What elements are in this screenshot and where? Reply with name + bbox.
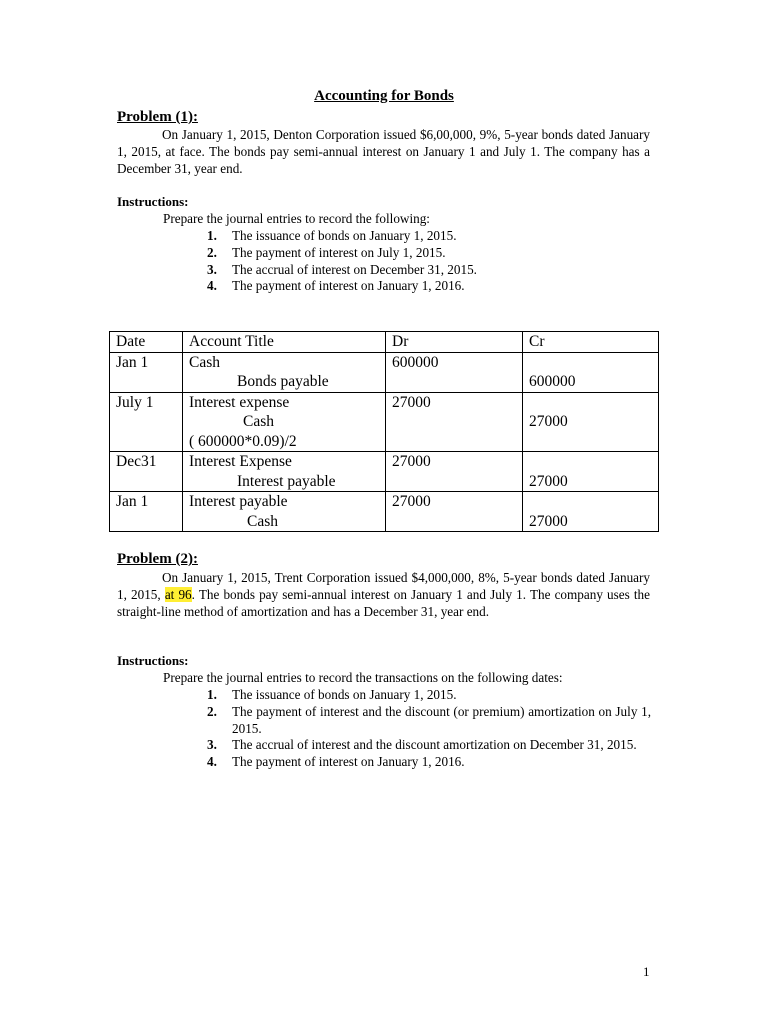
debit-account: Interest Expense xyxy=(189,453,292,470)
credit-account: Interest payable xyxy=(237,472,336,490)
entry-cr: 600000 xyxy=(523,352,659,392)
list-item: 2. The payment of interest and the discount (or premium) amortization on July 1, 2015. xyxy=(207,703,651,736)
entry-accounts xyxy=(183,392,386,452)
header-account-title: Account Title xyxy=(183,332,386,353)
debit-account: Cash xyxy=(189,353,220,371)
table-row xyxy=(110,392,659,452)
entry-cr: 27000 xyxy=(523,392,659,452)
problem-2-instructions-intro: Prepare the journal entries to record the transactions on the following dates: xyxy=(163,670,563,685)
list-item: 1. The issuance of bonds on January 1, 2015. xyxy=(207,687,457,702)
header-dr: Dr xyxy=(386,332,523,353)
problem-2-paragraph: On January 1, 2015, Trent Corporation issued $4,000,000, 8%, 5-year bonds dated January 1, 2015, at 96. The bonds pay semi-annual interest on January 1 and July 1. The company uses the straight-line method of amortization and has a December 31, year end. xyxy=(117,570,650,619)
highlighted-text: at 96 xyxy=(164,586,192,602)
table-row xyxy=(110,492,659,532)
table-row xyxy=(110,352,659,392)
list-item: 4. The payment of interest on January 1, 2016. xyxy=(207,754,465,770)
list-item: 2. The payment of interest on July 1, 2015. xyxy=(207,244,446,260)
journal-entries-table xyxy=(109,331,659,532)
page-number: 1 xyxy=(643,964,650,979)
entry-dr: 27000 xyxy=(386,452,523,492)
problem-2-heading: Problem (2): xyxy=(117,551,198,567)
credit-account: Bonds payable xyxy=(237,373,329,390)
header-cr: Cr xyxy=(523,332,659,353)
entry-cr: 27000 xyxy=(523,492,659,532)
document-title: Accounting for Bonds xyxy=(314,88,454,104)
entry-cr: 27000 xyxy=(523,452,659,492)
entry-dr: 27000 xyxy=(386,392,523,452)
entry-date: July 1 xyxy=(110,392,183,452)
table-header-row xyxy=(110,332,659,353)
problem-1-instructions-intro: Prepare the journal entries to record the following: xyxy=(163,211,430,226)
list-item: 3. The accrual of interest and the discount amortization on December 31, 2015. xyxy=(207,737,637,753)
entry-accounts xyxy=(183,452,386,492)
calculation-note: ( 600000*0.09)/2 xyxy=(189,432,297,450)
entry-dr: 27000 xyxy=(386,492,523,532)
header-date: Date xyxy=(110,332,183,353)
list-item: 4. The payment of interest on January 1, 2016. xyxy=(207,278,465,294)
credit-account: Cash xyxy=(247,512,278,530)
entry-date: Jan 1 xyxy=(110,492,183,532)
entry-accounts xyxy=(183,492,386,532)
entry-dr: 600000 xyxy=(386,352,523,392)
list-item: 1. The issuance of bonds on January 1, 2015. xyxy=(207,228,457,243)
entry-date: Jan 1 xyxy=(110,352,183,392)
problem-2-steps xyxy=(207,687,651,771)
problem-1-paragraph: On January 1, 2015, Denton Corporation issued $6,00,000, 9%, 5-year bonds dated January 1, 2015, at face. The bonds pay semi-annual interest on January 1 and July 1. The company has a December 31, year end. xyxy=(117,127,650,176)
entry-date: Dec31 xyxy=(110,452,183,492)
debit-account: Interest payable xyxy=(189,493,288,510)
problem-1-steps xyxy=(207,228,651,295)
table-row xyxy=(110,452,659,492)
list-item: 3. The accrual of interest on December 31, 2015. xyxy=(207,261,477,277)
problem-1-heading: Problem (1): xyxy=(117,109,198,125)
problem-1-instructions-label: Instructions: xyxy=(117,194,189,209)
entry-accounts xyxy=(183,352,386,392)
problem-2-instructions-label: Instructions: xyxy=(117,653,189,668)
debit-account: Interest expense xyxy=(189,393,290,411)
credit-account: Cash xyxy=(243,413,274,430)
